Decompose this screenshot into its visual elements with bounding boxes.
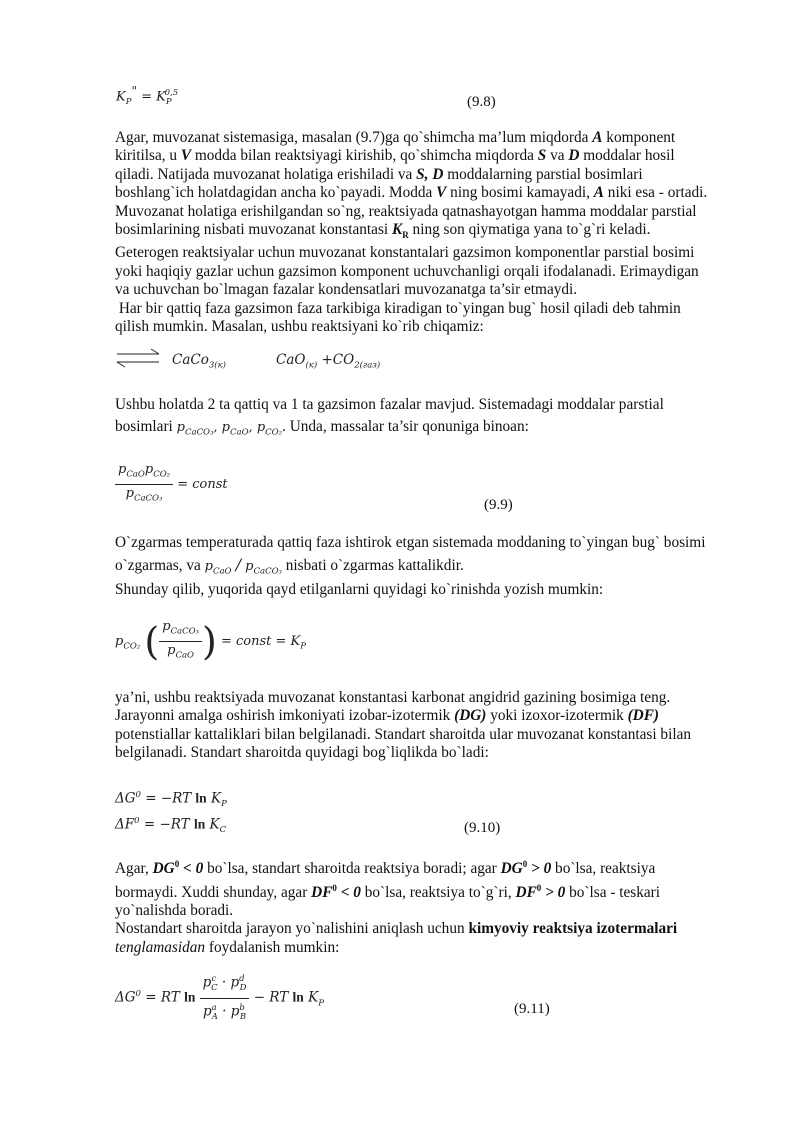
superscript: 0 [522, 859, 528, 869]
product-phase: (к) [305, 360, 318, 371]
symbol: DF [515, 883, 537, 901]
symbol: p [230, 974, 240, 991]
operator: − RT [253, 989, 293, 1006]
numerator [159, 618, 202, 642]
reaction-equation [172, 351, 226, 375]
symbol: ΔG [115, 989, 136, 1006]
text-run: ya’ni, ushbu reaktsiyada muvozanat konstantasi karbonat angidrid gazining bosimiga teng. Jarayonni amalga oshirish imkoniyati izobar-izotermik [115, 689, 671, 725]
symbol: (DG) [454, 707, 487, 725]
symbol: K [206, 790, 222, 807]
eq-subscript: P [165, 96, 172, 107]
symbol: p [204, 559, 213, 575]
subscript: D [239, 983, 247, 994]
product: CaO [276, 352, 306, 368]
superscript: 0 [536, 882, 542, 893]
symbol: p [221, 420, 230, 436]
separator: , [213, 420, 218, 436]
numerator [200, 970, 250, 999]
superscript: d [239, 974, 245, 984]
paragraph-text [115, 855, 715, 920]
text-run: komponent kiritilsa, u [115, 129, 676, 165]
superscript: b [239, 1002, 245, 1013]
ln-operator: ln [193, 816, 206, 832]
paragraph-text: Shunday qilib, yuqorida qayd etilganlarni quyidagi ko`rinishda yozish mumkin: [115, 581, 604, 599]
text-run: o`zgarmas, va [115, 557, 205, 575]
superscript: 0 [174, 859, 180, 869]
condition: > 0 [527, 860, 552, 878]
subscript: CaCO₃ [253, 567, 282, 577]
operator: = −RT [140, 790, 196, 807]
text-run: nisbati o`zgarmas kattalikdir. [281, 557, 464, 575]
equation-number: (9.10) [464, 820, 501, 836]
equation-kp [115, 618, 306, 665]
symbol: V [436, 184, 447, 202]
symbol: DG [500, 860, 523, 878]
subscript: C [219, 825, 227, 836]
superscript: 0 [135, 989, 141, 1000]
symbol: S [537, 147, 547, 165]
paragraph-text [115, 418, 715, 442]
ln-operator: ln [195, 790, 207, 806]
symbol: S, D [416, 165, 444, 183]
product: CO [332, 352, 355, 368]
equation-number: (9.11) [514, 1001, 550, 1017]
symbol: p [115, 634, 124, 649]
symbol: A [592, 129, 603, 146]
text-run: yoki izoxor-izotermik [486, 707, 628, 725]
equation-rhs: = const [177, 477, 228, 492]
ln-operator: ln [292, 989, 304, 1005]
symbol: p [230, 1003, 240, 1020]
right-paren: ) [201, 619, 217, 664]
text-run: bo`lsa - teskari yo`nalishda boradi. [115, 883, 661, 919]
paragraph [115, 855, 715, 957]
text-run: ning bosimi kamayadi, [446, 184, 594, 202]
text-run: moddalarning parstial bosimlari boshlang`ich holatdagidan ancha ko`payadi. Modda [115, 165, 643, 202]
condition: > 0 [541, 883, 566, 901]
symbol: p [256, 420, 266, 436]
subscript: P [300, 641, 306, 652]
text-run: Agar, [115, 860, 153, 878]
subscript: CaO [126, 469, 145, 480]
equation-number: (9.9) [484, 497, 513, 513]
subscript: CO₂ [265, 428, 283, 438]
product-phase: 2(газ) [354, 360, 381, 371]
symbol: (DF) [627, 707, 660, 725]
eq-symbol: K [156, 89, 166, 105]
superscript: c [211, 974, 217, 984]
equation-9-11 [115, 970, 324, 1026]
subscript: P [221, 799, 227, 810]
fraction [200, 970, 250, 1026]
paragraph [115, 534, 745, 600]
symbol: DG [152, 860, 175, 878]
symbol: K [392, 221, 403, 239]
paragraph-text [115, 920, 715, 957]
symbol: V [180, 147, 192, 165]
eq-subscript: P [125, 96, 132, 107]
equation-9-10-line1 [115, 786, 227, 814]
symbol: p [118, 462, 127, 477]
paragraph-text [115, 556, 745, 581]
operator: = −RT [139, 816, 194, 833]
text-run: bosimlari [115, 418, 177, 436]
subscript: CaCO₃ [184, 428, 214, 438]
symbol: p [202, 974, 212, 991]
symbol: D [568, 147, 580, 165]
operator: · [217, 974, 231, 991]
text-run: bo`lsa, reaktsiya bormaydi. Xuddi shunday, agar [115, 860, 656, 901]
equation-9-9 [115, 461, 228, 508]
paragraph-text: Ushbu holatda 2 ta qattiq va 1 ta gazsimon fazalar mavjud. Sistemadagi moddalar parstial [115, 396, 664, 413]
paragraph [115, 689, 720, 763]
subscript: CaCO₃ [170, 626, 199, 637]
ln-operator: ln [184, 989, 196, 1005]
superscript: 0 [134, 816, 140, 826]
symbol: p [167, 643, 176, 658]
paragraph-text: O`zgarmas temperaturada qattiq faza ishtirok etgan sistemada moddaning to`yingan bug` bosimi [115, 534, 706, 551]
symbol: p [176, 420, 185, 436]
text-run: moddalar hosil qiladi. Natijada muvozanat holatiga erishiladi va [115, 147, 675, 183]
equation-9-10-line2 [115, 812, 226, 840]
pressure-symbol [176, 420, 283, 438]
operator: = RT [140, 989, 185, 1006]
subscript: B [239, 1011, 247, 1022]
reactant-phase: 3(к) [208, 360, 226, 371]
condition: < 0 [179, 860, 204, 878]
paragraph-text: Har bir qattiq faza gazsimon faza tarkibiga kiradigan to`yingan bug` hosil qiladi deb tahmin qilish mumkin. Masalan, ushbu reaktsiyani ko`rib chiqamiz: [115, 299, 685, 336]
denominator [115, 485, 173, 508]
text-run: foydalanish mumkin: [205, 938, 340, 956]
text-run: ning son qiymatiga yana to`g`ri keladi. [408, 221, 651, 239]
symbol: p [202, 1003, 212, 1020]
subscript: CaCO₃ [133, 493, 163, 504]
reaction-products [276, 351, 380, 375]
equation-9-8 [116, 82, 178, 111]
pressure-ratio [204, 555, 282, 577]
text-run: Agar, muvozanat sistemasiga, masalan (9.7)ga qo`shimcha ma’lum miqdorda [115, 129, 593, 146]
paragraph [115, 396, 715, 442]
symbol: p [162, 619, 171, 634]
text-run: modda bilan reaktsiyagi kirishib, qo`shimcha miqdorda [191, 147, 538, 165]
denominator [200, 999, 250, 1027]
paragraph-text [115, 129, 715, 244]
symbol: ΔG [115, 790, 136, 807]
text-run: Nostandart sharoitda jarayon yo`nalishini aniqlash uchun [115, 920, 469, 938]
text-run: . Unda, massalar ta’sir qonuniga binoan: [282, 418, 529, 436]
superscript: 0 [135, 790, 141, 800]
subscript: CaO [212, 567, 232, 577]
left-paren: ( [144, 619, 160, 664]
superscript: a [211, 1002, 217, 1013]
equation-number: (9.8) [467, 94, 496, 110]
paragraph-text: Geterogen reaktsiyalar uchun muvozanat konstantalari gazsimon komponentlar parstial bosimi yoki haqiqiy gazlar uchun gazsimon komponent uchuvchanligi orqali ifodalanadi. Erimaydigan va uchuvchan bo`lmagan fazalar kondensatlari muvozanatga ta’sir etmaydi. [115, 244, 699, 299]
subscript: CaO [230, 428, 249, 438]
operator: · [217, 1003, 231, 1020]
fraction [159, 618, 202, 665]
subscript: CO₂ [153, 469, 171, 480]
equation-rhs: = const = K [220, 634, 301, 649]
paragraph-text [115, 689, 720, 763]
symbol: K [303, 989, 319, 1006]
eq-symbol: K [116, 89, 126, 105]
symbol: p [125, 486, 134, 501]
symbol: A [593, 184, 604, 202]
symbol: p [144, 462, 154, 477]
slash: / [235, 555, 242, 575]
subscript: CaO [175, 650, 195, 661]
condition: < 0 [336, 883, 361, 901]
subscript: C [211, 983, 218, 994]
text-run: bo`lsa, reaktsiya to`g`ri, [360, 883, 516, 901]
text-run: niki esa - ortadi. Muvozanat holatiga erishilgandan so`ng, reaktsiyada qatnashayotgan hamma moddalar parstial bosimlarining nisbati muvozanat konstantasi [115, 184, 708, 239]
symbol: K [205, 816, 220, 833]
paragraph [115, 129, 715, 337]
equilibrium-arrows-icon [115, 347, 163, 369]
fraction [115, 461, 173, 508]
subscript: CO₂ [123, 641, 141, 652]
reactant: CaCo [172, 352, 209, 368]
subscript: P [318, 998, 324, 1009]
eq-operator: = [141, 89, 153, 105]
superscript: 0 [332, 882, 337, 893]
subscript: R [402, 230, 409, 241]
plus-sign: + [321, 352, 333, 368]
italic-term: tenglamasidan [115, 938, 206, 956]
separator: , [248, 420, 253, 436]
subscript: A [211, 1011, 218, 1022]
text-run: potenstiallar kattaliklari bilan belgilanadi. Standart sharoitda ular muvozanat konstantasi bilan belgilanadi. Standart sharoitda quyidagi bog`liqlikda bo`ladi: [115, 725, 692, 762]
bold-term: kimyoviy reaktsiya izotermalari [468, 920, 678, 938]
text-run: bo`lsa, standart sharoitda reaktsiya boradi; agar [203, 860, 501, 878]
symbol: ΔF [115, 816, 135, 833]
eq-superscript: " [131, 84, 137, 98]
numerator [115, 461, 173, 485]
denominator [159, 642, 202, 665]
symbol: p [245, 559, 254, 575]
text-run: va [546, 147, 569, 165]
symbol: DF [311, 883, 333, 901]
eq-superscript: 0,5 [164, 88, 179, 98]
